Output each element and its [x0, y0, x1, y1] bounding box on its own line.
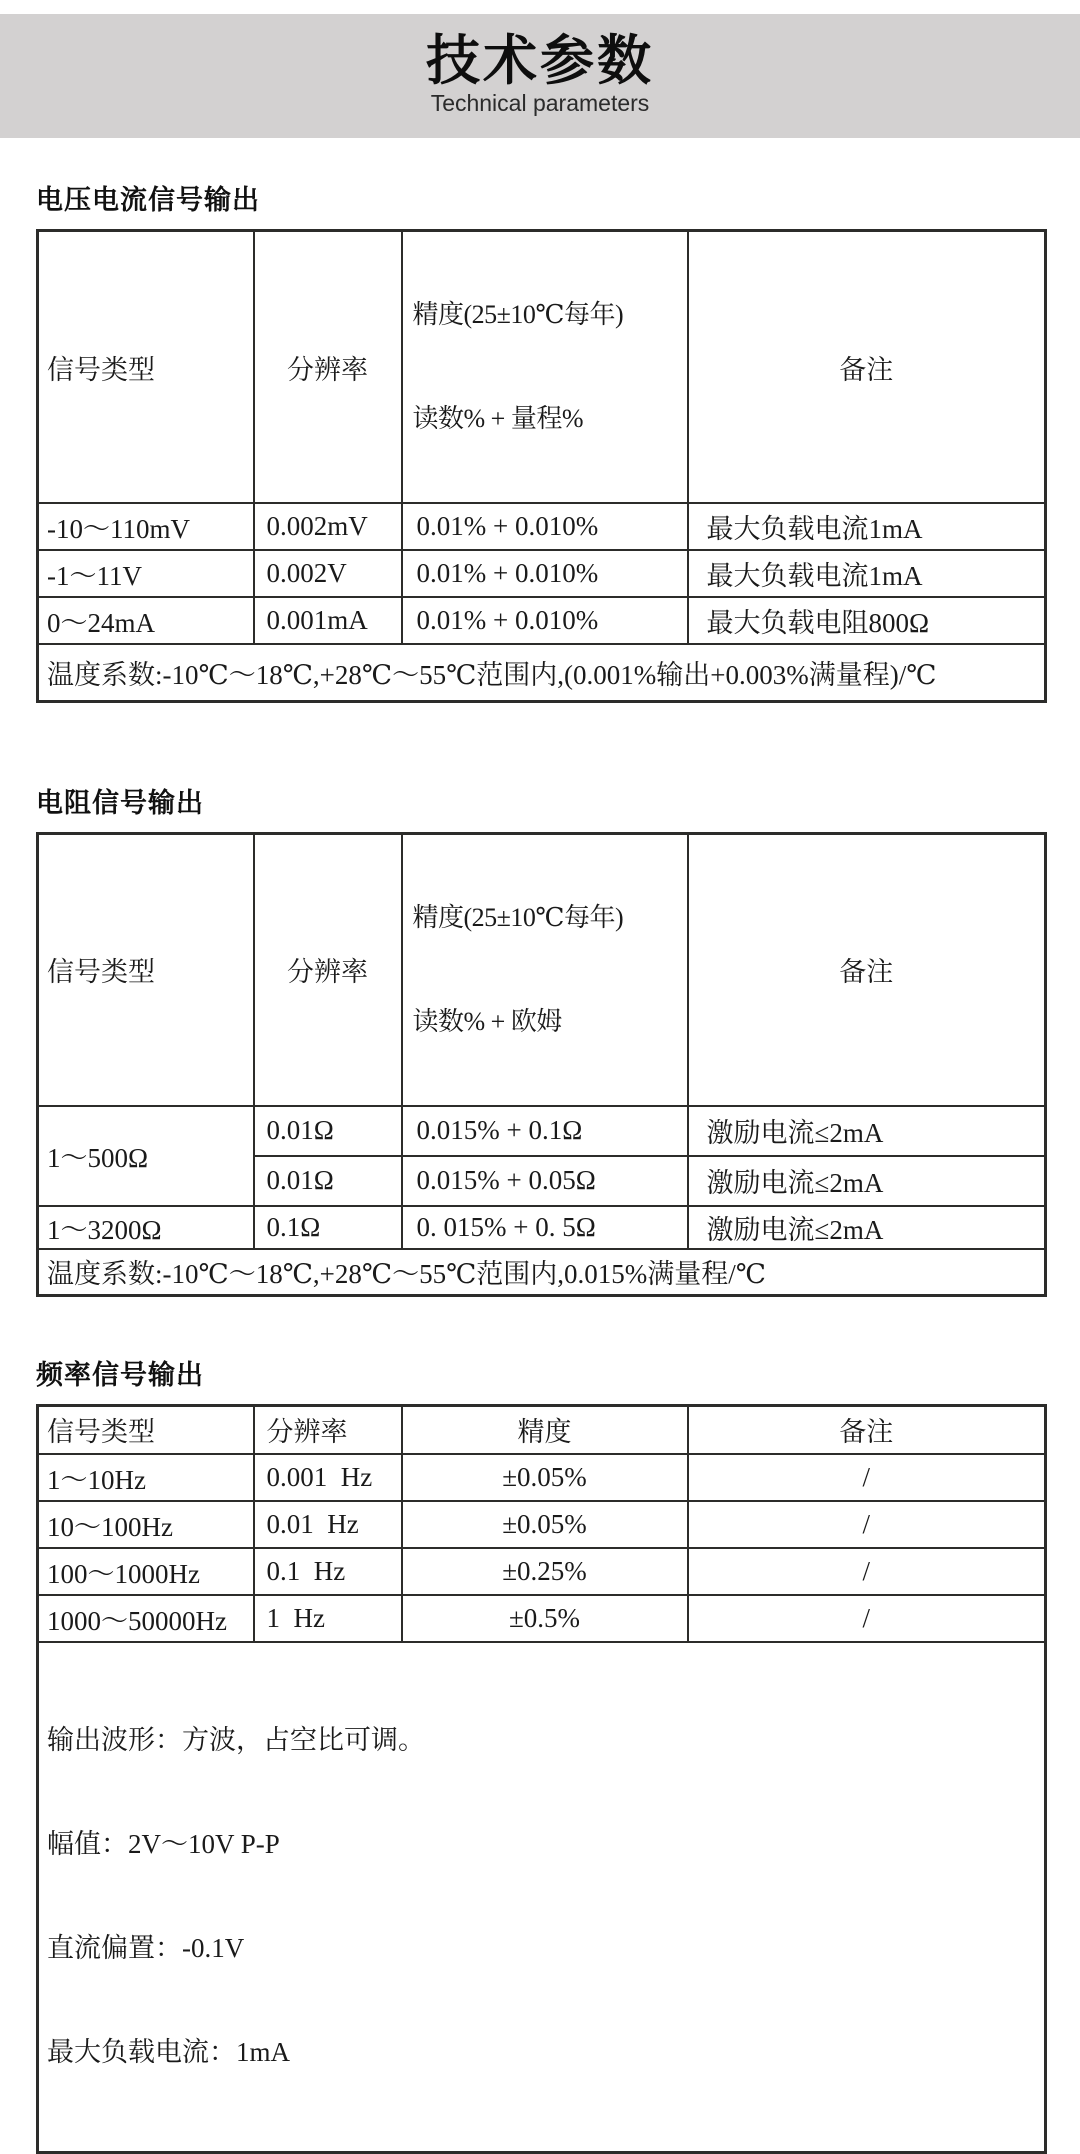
page-subtitle: Technical parameters	[430, 90, 650, 116]
header-cell-resolution: 分辨率	[254, 1406, 402, 1454]
data-cell: 最大负载电流1mA	[688, 503, 1046, 550]
footer-cell-temperature-coefficient: 温度系数:-10℃～18℃,+28℃～55℃范围内,0.015%满量程/℃	[38, 1249, 1046, 1296]
data-cell: 0.01% + 0.010%	[402, 550, 688, 597]
note-waveform: 输出波形：方波，占空比可调。	[47, 1724, 425, 1755]
resistance-table	[36, 832, 1047, 1298]
data-cell: ±0.5%	[402, 1595, 688, 1642]
content	[36, 138, 1044, 2154]
data-cell: /	[688, 1501, 1046, 1548]
data-cell: 0.01Ω	[254, 1106, 402, 1156]
section-title-resistance: 电阻信号输出	[36, 787, 204, 818]
data-cell: -1～11V	[38, 550, 254, 597]
data-cell: 0.01% + 0.010%	[402, 597, 688, 644]
accuracy-line-1: 精度(25±10℃每年)	[412, 902, 624, 932]
voltage-current-table	[36, 229, 1047, 703]
data-cell: 1000～50000Hz	[38, 1595, 254, 1642]
accuracy-line-2: 读数% + 量程%	[412, 404, 583, 433]
data-cell: 激励电流≤2mA	[688, 1156, 1046, 1206]
header-cell-signal-type: 信号类型	[38, 231, 254, 504]
data-cell: 0.1Ω	[254, 1206, 402, 1249]
data-cell: /	[688, 1548, 1046, 1595]
data-cell: 最大负载电阻800Ω	[688, 597, 1046, 644]
table-footer-row	[38, 1642, 1046, 2153]
data-cell: 100～1000Hz	[38, 1548, 254, 1595]
data-cell: 0. 015% + 0. 5Ω	[402, 1206, 688, 1249]
header-cell-accuracy	[402, 833, 688, 1106]
data-cell: 0.001 Hz	[254, 1454, 402, 1501]
section-title-voltage-current: 电压电流信号输出	[36, 185, 260, 215]
data-cell: ±0.05%	[402, 1501, 688, 1548]
data-cell: 0.1 Hz	[254, 1548, 402, 1595]
data-cell: 1～10Hz	[38, 1454, 254, 1501]
data-cell: 0.001mA	[254, 597, 402, 644]
data-cell: 0.01 Hz	[254, 1501, 402, 1548]
data-cell: ±0.05%	[402, 1454, 688, 1501]
data-cell: 10～100Hz	[38, 1501, 254, 1548]
data-cell: 最大负载电流1mA	[688, 550, 1046, 597]
accuracy-line-1: 精度(25±10℃每年)	[412, 300, 624, 329]
table-header-row	[38, 833, 1046, 1106]
table-row	[38, 1454, 1046, 1501]
data-cell: /	[688, 1595, 1046, 1642]
data-cell: 0～24mA	[38, 597, 254, 644]
header-cell-accuracy: 精度	[402, 1406, 688, 1454]
data-cell: 0.015% + 0.05Ω	[402, 1156, 688, 1206]
data-cell: 1 Hz	[254, 1595, 402, 1642]
header-cell-resolution: 分辨率	[254, 231, 402, 504]
header-cell-remark: 备注	[688, 231, 1046, 504]
header-cell-signal-type: 信号类型	[38, 1406, 254, 1454]
data-cell: 0.01Ω	[254, 1156, 402, 1206]
table-row	[38, 1595, 1046, 1642]
data-cell: 0.002mV	[254, 503, 402, 550]
accuracy-line-2: 读数% + 欧姆	[412, 1006, 562, 1036]
data-cell: /	[688, 1454, 1046, 1501]
note-amplitude: 幅值：2V～10V P-P	[47, 1828, 280, 1859]
footer-cell-temperature-coefficient: 温度系数:-10℃～18℃,+28℃～55℃范围内,(0.001%输出+0.003%满量程)/℃	[38, 644, 1046, 701]
header-cell-remark: 备注	[688, 1406, 1046, 1454]
data-cell: ±0.25%	[402, 1548, 688, 1595]
data-cell: 激励电流≤2mA	[688, 1106, 1046, 1156]
header-cell-remark: 备注	[688, 833, 1046, 1106]
table-row	[38, 1501, 1046, 1548]
header-cell-accuracy	[402, 231, 688, 504]
header-cell-resolution: 分辨率	[254, 833, 402, 1106]
page-title: 技术参数	[426, 31, 654, 91]
table-row	[38, 550, 1046, 597]
data-cell: 0.002V	[254, 550, 402, 597]
table-footer-row	[38, 644, 1046, 701]
table-row	[38, 1548, 1046, 1595]
table-footer-row	[38, 1249, 1046, 1296]
data-cell: 激励电流≤2mA	[688, 1206, 1046, 1249]
header-band	[0, 14, 1080, 138]
table-row	[38, 1106, 1046, 1156]
table-row	[38, 503, 1046, 550]
data-cell-signal-group: 1～500Ω	[38, 1106, 254, 1206]
table-row	[38, 1206, 1046, 1249]
table-row	[38, 597, 1046, 644]
data-cell: 0.015% + 0.1Ω	[402, 1106, 688, 1156]
table-header-row	[38, 231, 1046, 504]
footer-cell-output-notes	[38, 1642, 1046, 2153]
frequency-table	[36, 1404, 1047, 2154]
note-max-load-current: 最大负载电流：1mA	[47, 2036, 290, 2067]
note-dc-offset: 直流偏置：-0.1V	[47, 1932, 245, 1963]
data-cell: 1～3200Ω	[38, 1206, 254, 1249]
header-cell-signal-type: 信号类型	[38, 833, 254, 1106]
data-cell: 0.01% + 0.010%	[402, 503, 688, 550]
table-header-row	[38, 1406, 1046, 1454]
data-cell: -10～110mV	[38, 503, 254, 550]
section-title-frequency: 频率信号输出	[36, 1360, 204, 1390]
